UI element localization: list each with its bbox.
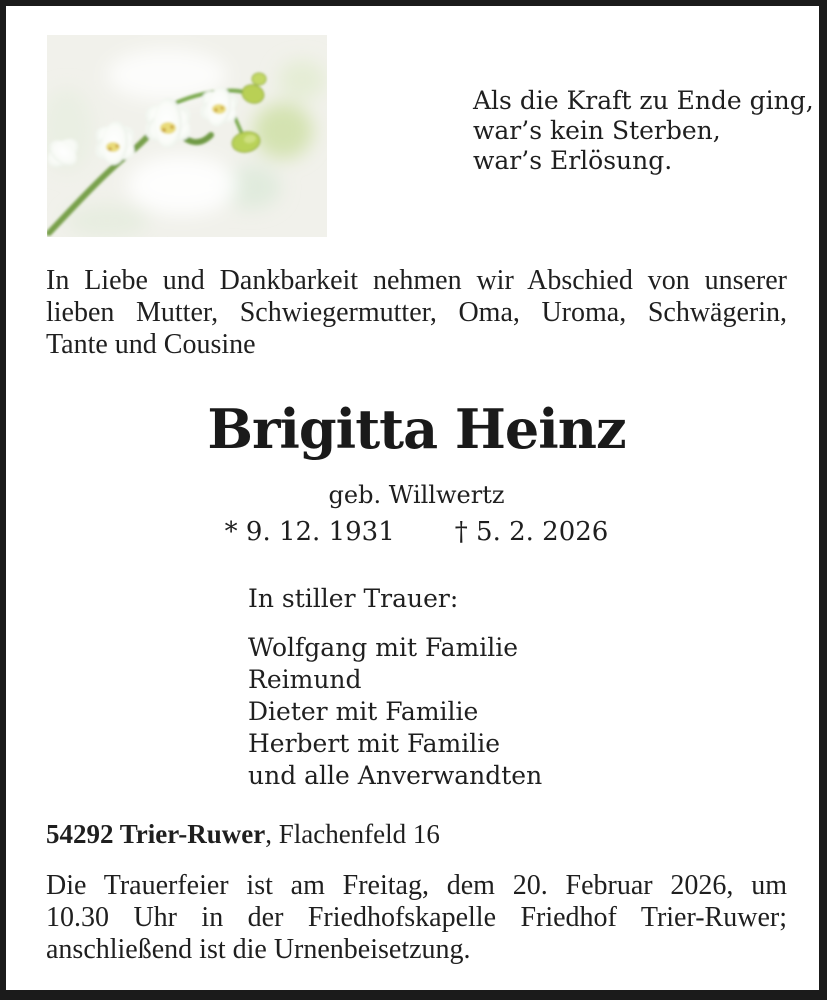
funeral-line: Die Trauerfeier ist am Freitag, dem 20. Februar 2026, um xyxy=(46,870,787,901)
intro-line: Tante und Cousine xyxy=(46,329,256,360)
funeral-line: 10.30 Uhr in der Friedhofskapelle Friedhof Trier-Ruwer; xyxy=(46,902,787,933)
verse-line: war’s Erlösung. xyxy=(473,146,673,175)
life-dates xyxy=(46,516,787,548)
mourning-heading: In stiller Trauer: xyxy=(248,584,459,613)
intro-line: lieben Mutter, Schwiegermutter, Oma, Uroma, Schwägerin, xyxy=(46,297,787,328)
deceased-name: Brigitta Heinz xyxy=(207,397,626,461)
intro-line: In Liebe und Dankbarkeit nehmen wir Abschied von unserer xyxy=(46,265,787,296)
orchid-illustration xyxy=(47,35,327,237)
funeral-info xyxy=(46,870,787,966)
intro-paragraph xyxy=(46,265,787,361)
mourners-list xyxy=(248,632,542,792)
death-date: † 5. 2. 2026 xyxy=(454,517,609,547)
mourner: Wolfgang mit Familie xyxy=(248,633,518,662)
address-street: , Flachenfeld 16 xyxy=(265,819,440,849)
birth-date: * 9. 12. 1931 xyxy=(224,517,395,547)
address-line xyxy=(46,818,440,850)
address-city: 54292 Trier-Ruwer xyxy=(46,819,266,849)
mourner: Dieter mit Familie xyxy=(248,697,479,726)
orchid-image xyxy=(47,35,327,237)
memorial-verse xyxy=(473,86,814,176)
mourning-section xyxy=(248,583,542,792)
mourner: und alle Anverwandten xyxy=(248,761,543,790)
funeral-line: anschließend ist die Urnenbeisetzung. xyxy=(46,934,471,965)
mourner: Herbert mit Familie xyxy=(248,729,501,758)
verse-line: war’s kein Sterben, xyxy=(473,116,721,145)
mourner: Reimund xyxy=(248,665,362,694)
maiden-name: geb. Willwertz xyxy=(328,481,505,509)
verse-line: Als die Kraft zu Ende ging, xyxy=(473,86,814,115)
